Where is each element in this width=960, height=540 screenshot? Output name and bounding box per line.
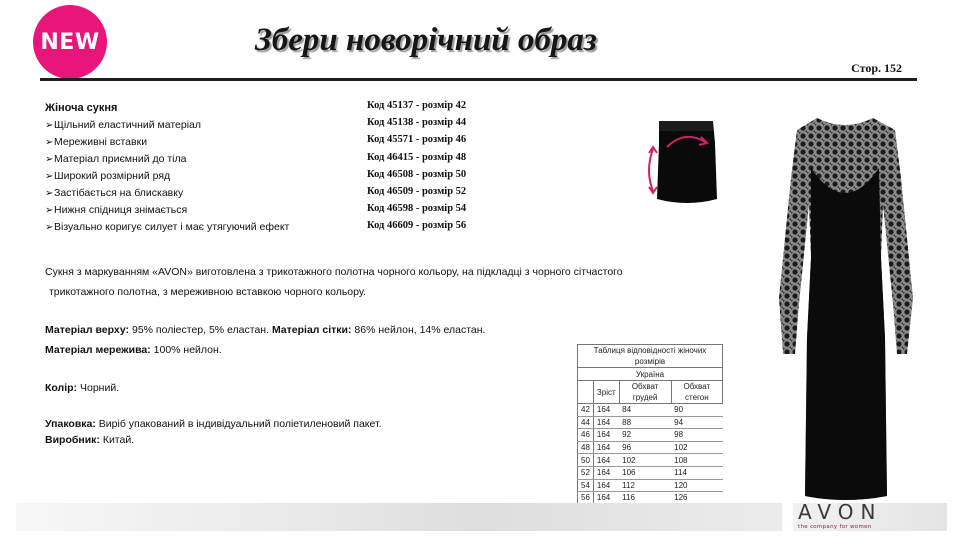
size-table-cell: 164 xyxy=(593,404,619,417)
bullet-arrow-icon: ➢ xyxy=(45,188,54,199)
product-codes xyxy=(367,97,466,235)
feature-item: ➢ Матеріал приємний до тіла xyxy=(45,151,345,168)
size-table-cell: 164 xyxy=(593,454,619,467)
size-table-row xyxy=(578,466,723,479)
maker-line: Виробник: Китай. xyxy=(45,434,135,446)
bullet-arrow-icon: ➢ xyxy=(45,137,54,148)
size-table-cell: 164 xyxy=(593,416,619,429)
code-line: Код 46508 - розмір 50 xyxy=(367,168,467,180)
size-table-title: Таблиця відповідності жіночих розмірів xyxy=(578,345,723,368)
size-table-row xyxy=(578,454,723,467)
lace-line: Матеріал мережива: 100% нейлон. xyxy=(45,344,222,356)
size-table-cell: 164 xyxy=(593,479,619,492)
size-table-cell: 108 xyxy=(671,454,722,467)
desc-line: Сукня з маркуванням «AVON» виготовлена з трикотажного полотна чорного кольору, на підкладці з чорного сітчастого xyxy=(45,266,623,278)
header-divider xyxy=(40,78,917,81)
feature-item: ➢ Широкий розмірний ряд xyxy=(45,168,345,185)
size-table-cell: 112 xyxy=(619,479,671,492)
feature-item: ➢ Застібається на блискавку xyxy=(45,185,345,202)
size-table-cell: 114 xyxy=(671,466,722,479)
size-table-cell: 102 xyxy=(671,441,722,454)
bullet-arrow-icon: ➢ xyxy=(45,222,54,233)
size-table-cell: 164 xyxy=(593,441,619,454)
new-badge xyxy=(33,5,107,79)
bullet-arrow-icon: ➢ xyxy=(45,120,54,131)
size-table-country: Україна xyxy=(578,368,723,381)
size-table-cell: 164 xyxy=(593,466,619,479)
product-heading: Жіноча сукня xyxy=(45,102,118,114)
size-table-cell: 116 xyxy=(619,492,671,505)
size-table-cell: 106 xyxy=(619,466,671,479)
size-table-cell: 96 xyxy=(619,441,671,454)
size-table-body xyxy=(578,404,723,505)
size-table-row xyxy=(578,479,723,492)
avon-logo: AVON xyxy=(798,500,883,524)
size-table-cell: 164 xyxy=(593,429,619,442)
bullet-arrow-icon: ➢ xyxy=(45,154,54,165)
underskirt-image xyxy=(641,113,729,213)
code-line: Код 46598 - розмір 54 xyxy=(367,203,467,215)
size-table-cell: 126 xyxy=(671,492,722,505)
size-table-cell: 48 xyxy=(578,441,594,454)
color-line: Колір: Чорний. xyxy=(45,382,120,394)
size-col-header: Зріст xyxy=(593,381,619,404)
new-badge-text: NEW xyxy=(40,29,100,55)
page-title: Збери новорічний образ xyxy=(255,22,597,58)
bullet-arrow-icon: ➢ xyxy=(45,171,54,182)
size-table-cell: 44 xyxy=(578,416,594,429)
avon-tagline: the company for women xyxy=(798,524,872,530)
size-table xyxy=(577,344,723,505)
size-col-header: Обхват стегон xyxy=(671,381,722,404)
code-line: Код 46609 - розмір 56 xyxy=(367,220,467,232)
size-table-row xyxy=(578,404,723,417)
size-table-row xyxy=(578,441,723,454)
page-number: Стор. 152 xyxy=(851,61,902,75)
size-table-cell: 120 xyxy=(671,479,722,492)
size-table-cell: 94 xyxy=(671,416,722,429)
size-table-row xyxy=(578,429,723,442)
size-col-header: Обхват грудей xyxy=(619,381,671,404)
size-table-cell: 84 xyxy=(619,404,671,417)
size-table-cell: 52 xyxy=(578,466,594,479)
feature-item: ➢ Щільний еластичний матеріал xyxy=(45,117,345,134)
size-table-row xyxy=(578,416,723,429)
package-line: Упаковка: Виріб упакований в індивідуальний поліетиленовий пакет. xyxy=(45,418,382,430)
desc-line: трикотажного полотна, з мереживною вставкою чорного кольору. xyxy=(49,286,366,298)
code-line: Код 46509 - розмір 52 xyxy=(367,186,467,198)
footer-band xyxy=(16,503,782,531)
feature-item: ➢ Мереживні вставки xyxy=(45,134,345,151)
size-table-cell: 102 xyxy=(619,454,671,467)
size-table-cell: 54 xyxy=(578,479,594,492)
size-table-cell: 164 xyxy=(593,492,619,505)
size-table-cell: 90 xyxy=(671,404,722,417)
size-table-cell: 56 xyxy=(578,492,594,505)
size-col-header xyxy=(578,381,594,404)
feature-list xyxy=(45,117,345,236)
code-line: Код 45138 - розмір 44 xyxy=(367,117,467,129)
code-line: Код 45137 - розмір 42 xyxy=(367,100,467,111)
code-line: Код 45571 - розмір 46 xyxy=(367,134,467,146)
size-table-cell: 88 xyxy=(619,416,671,429)
size-table-cell: 46 xyxy=(578,429,594,442)
materials-line: Матеріал верху: 95% поліестер, 5% еластан. Матеріал сітки: 86% нейлон, 14% еластан. xyxy=(45,324,486,336)
feature-item: ➢ Нижня спідниця знімається xyxy=(45,202,345,219)
bullet-arrow-icon: ➢ xyxy=(45,205,54,216)
feature-item: ➢ Візуально коригує силует і має утягуючий ефект xyxy=(45,219,345,236)
size-table-cell: 42 xyxy=(578,404,594,417)
dress-image xyxy=(775,108,915,503)
size-table-cell: 92 xyxy=(619,429,671,442)
code-line: Код 46415 - розмір 48 xyxy=(367,151,467,163)
product-features xyxy=(45,100,345,236)
size-table-cell: 98 xyxy=(671,429,722,442)
size-table-cell: 50 xyxy=(578,454,594,467)
